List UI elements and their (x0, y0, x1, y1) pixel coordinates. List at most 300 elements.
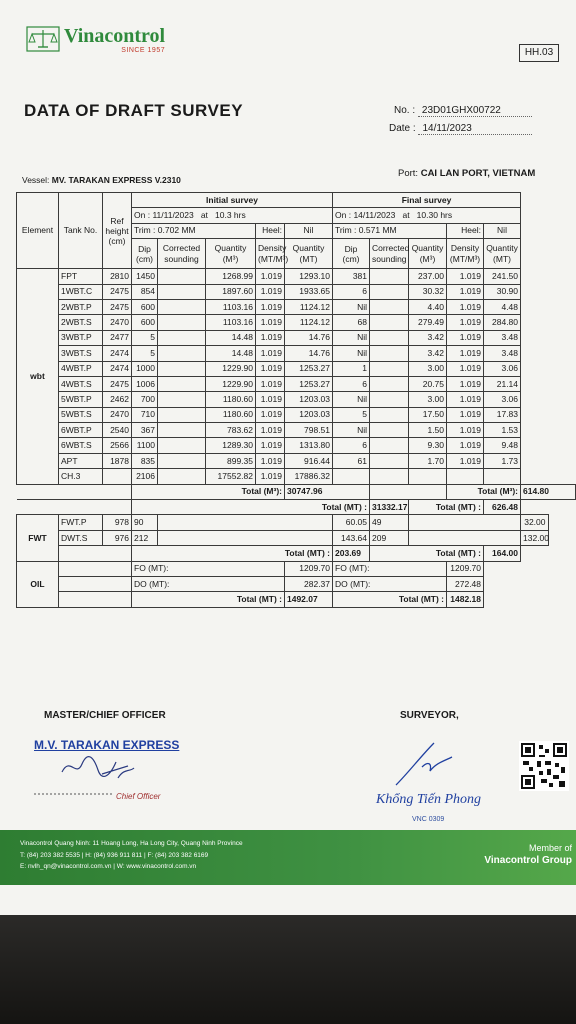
quantity-mt-label: Quantity (292, 242, 325, 253)
final-sounding-label: sounding (372, 253, 407, 264)
mt-cell: 17886.32 (285, 469, 333, 484)
table-row (17, 453, 576, 468)
final-density-label: Density (450, 242, 480, 253)
table-row (17, 330, 576, 345)
density-cell: 1.019 (256, 392, 285, 407)
fwt-final-mt-cell: 132.00 (521, 530, 548, 545)
dip-cell: 367 (132, 423, 158, 438)
mt-cell: 1933.65 (285, 284, 333, 299)
vessel-value: MV. TARAKAN EXPRESS V.2310 (51, 175, 181, 185)
oil-total-row (17, 592, 576, 607)
tank-cell: 6WBT.S (59, 438, 103, 453)
mt-cell: 1253.27 (285, 361, 333, 376)
qty-cell: 14.48 (206, 330, 256, 345)
master-label: MASTER/CHIEF OFFICER (44, 710, 166, 721)
brand-since: SINCE 1957 (121, 47, 166, 54)
do-initial: 282.37 (285, 576, 333, 591)
port-value: CAI LAN PORT, VIETNAM (420, 168, 536, 179)
final-mt-cell: 21.14 (484, 376, 521, 391)
tank-cell: 5WBT.S (59, 407, 103, 422)
ref-cell: 2566 (103, 438, 132, 453)
final-qty-cell: 279.49 (409, 315, 447, 330)
qty-cell: 1229.90 (206, 376, 256, 391)
sounding-cell (158, 438, 206, 453)
dip-cell: 1006 (132, 376, 158, 391)
chief-officer-stamp: Chief Officer (116, 792, 161, 801)
final-mt-cell: 9.48 (484, 438, 521, 453)
density-cell: 1.019 (256, 346, 285, 361)
dip-cell: 1450 (132, 269, 158, 284)
final-mt-cell: 4.48 (484, 299, 521, 314)
qty-cell: 899.35 (206, 453, 256, 468)
qty-cell: 1180.60 (206, 407, 256, 422)
dip-cell: 1100 (132, 438, 158, 453)
master-signature (58, 752, 138, 782)
element-wbt: wbt (17, 269, 59, 484)
fo-label-final: FO (MT): (333, 561, 447, 576)
density-cell: 1.019 (256, 423, 285, 438)
sounding-cell (158, 361, 206, 376)
fwt-row (17, 515, 576, 530)
col-final-quantity-mt (484, 239, 521, 269)
ref-cell: 2475 (103, 299, 132, 314)
sounding-cell (158, 299, 206, 314)
corrected-label: Corrected (162, 242, 201, 253)
table-row (17, 299, 576, 314)
initial-trim-label: Trim : (134, 225, 156, 236)
final-heel-value: Nil (484, 223, 521, 238)
tank-cell: 1WBT.C (59, 284, 103, 299)
col-final-density (447, 239, 484, 269)
background-shadow (0, 915, 576, 1024)
total-mt-label: Total (MT) : (132, 500, 370, 515)
final-mt-cell: 3.48 (484, 330, 521, 345)
final-mtm3-label: (MT/M³) (449, 253, 481, 264)
sounding-cell (158, 284, 206, 299)
tank-cell: CH.3 (59, 469, 103, 484)
density-cell: 1.019 (256, 330, 285, 345)
final-qty-cell: 4.40 (409, 299, 447, 314)
fo-initial: 1209.70 (285, 561, 333, 576)
mtm3-label: (MT/M³) (258, 253, 289, 264)
total-m3-label-final: Total (M³): (447, 484, 521, 499)
final-density-cell: 1.019 (447, 315, 484, 330)
col-tank: Tank No. (59, 193, 103, 269)
final-density-cell: 1.019 (447, 299, 484, 314)
initial-heel-value: Nil (285, 223, 333, 238)
density-cell: 1.019 (256, 269, 285, 284)
final-dip-cell: 381 (333, 269, 370, 284)
final-mt-cell (484, 469, 521, 484)
final-dip-cell: Nil (333, 346, 370, 361)
total-mt-final: 626.48 (484, 500, 521, 515)
qty-cell: 1268.99 (206, 269, 256, 284)
fwt-row (17, 530, 576, 545)
mt-cell: 1124.12 (285, 315, 333, 330)
no-value: 23D01GHX00722 (418, 105, 532, 117)
dip-cell: 5 (132, 346, 158, 361)
final-qty-cell: 30.32 (409, 284, 447, 299)
port-line (398, 168, 535, 179)
tank-cell: 4WBT.S (59, 376, 103, 391)
table-row (17, 376, 576, 391)
final-corrected-label: Corrected (372, 242, 410, 253)
final-quantity-label: Quantity (411, 242, 444, 253)
qty-cell: 17552.82 (206, 469, 256, 484)
total-mt-label-final: Total (MT) : (409, 500, 484, 515)
fwt-dip-cell: 212 (132, 530, 158, 545)
total-m3-final: 614.80 (521, 484, 576, 499)
final-density-cell: 1.019 (447, 438, 484, 453)
final-dip-cell (333, 469, 370, 484)
final-density-cell: 1.019 (447, 407, 484, 422)
fwt-total-label: Total (MT) : (132, 546, 333, 561)
fwt-dip-cell: 90 (132, 515, 158, 530)
col-final-quantity-m3 (409, 239, 447, 269)
fwt-tank-cell: FWT.P (59, 515, 103, 530)
final-at: at (402, 210, 410, 221)
mt-cell: 1203.03 (285, 392, 333, 407)
do-label: DO (MT): (132, 576, 285, 591)
final-mt-cell: 3.06 (484, 392, 521, 407)
col-dip: Dip (cm) (132, 239, 158, 269)
date-label: Date : (389, 123, 416, 134)
final-density-cell: 1.019 (447, 392, 484, 407)
density-cell: 1.019 (256, 407, 285, 422)
final-qty-cell: 9.30 (409, 438, 447, 453)
final-heel-label: Heel: (447, 223, 484, 238)
final-sounding-cell (370, 315, 409, 330)
final-qty-cell: 17.50 (409, 407, 447, 422)
oil-total-label: Total (MT) : (132, 592, 285, 607)
table-row (17, 392, 576, 407)
dip-cell: 710 (132, 407, 158, 422)
final-on-label: On : (335, 210, 352, 221)
col-corrected-sounding (158, 239, 206, 269)
mt-cell: 14.76 (285, 330, 333, 345)
final-sounding-cell (370, 376, 409, 391)
tank-cell: APT (59, 453, 103, 468)
final-sounding-cell (370, 438, 409, 453)
final-density-cell: 1.019 (447, 361, 484, 376)
tank-cell: FPT (59, 269, 103, 284)
sounding-cell (158, 392, 206, 407)
final-dip-cell: 68 (333, 315, 370, 330)
vessel-label: Vessel: (22, 175, 50, 185)
dip-cell: 700 (132, 392, 158, 407)
table-row (17, 438, 576, 453)
fwt-total-label-final: Total (MT) : (370, 546, 484, 561)
dip-cell: 1000 (132, 361, 158, 376)
final-sounding-cell (370, 392, 409, 407)
element-fwt: FWT (17, 515, 59, 561)
final-qty-cell: 3.00 (409, 392, 447, 407)
mt-cell: 1124.12 (285, 299, 333, 314)
ref-cell: 2540 (103, 423, 132, 438)
final-qty-cell (409, 469, 447, 484)
fwt-final-dip-cell: 49 (370, 515, 409, 530)
final-density-cell: 1.019 (447, 269, 484, 284)
ref-cell: 1878 (103, 453, 132, 468)
final-trim-value: 0.571 (358, 225, 381, 236)
final-dip-cell: Nil (333, 299, 370, 314)
qty-cell: 1289.30 (206, 438, 256, 453)
final-mt-cell: 17.83 (484, 407, 521, 422)
density-label: Density (258, 242, 287, 253)
sounding-cell (158, 330, 206, 345)
density-cell: 1.019 (256, 284, 285, 299)
col-ref-height: Ref height (cm) (103, 193, 132, 269)
final-mt-cell: 3.06 (484, 361, 521, 376)
final-density-cell: 1.019 (447, 376, 484, 391)
quantity-label: Quantity (214, 242, 247, 253)
final-density-cell: 1.019 (447, 423, 484, 438)
table-row (17, 315, 576, 330)
element-oil: OIL (17, 561, 59, 607)
final-sounding-cell (370, 407, 409, 422)
final-sounding-cell (370, 453, 409, 468)
density-cell: 1.019 (256, 299, 285, 314)
col-density (256, 239, 289, 269)
vessel-stamp: M.V. TARAKAN EXPRESS (34, 738, 180, 752)
initial-hrs: hrs (233, 210, 246, 221)
ref-cell: 2470 (103, 315, 132, 330)
footer-member: Member of (528, 843, 572, 853)
qty-cell: 783.62 (206, 423, 256, 438)
fwt-ref-cell: 978 (103, 515, 132, 530)
tank-cell: 5WBT.P (59, 392, 103, 407)
sounding-cell (158, 423, 206, 438)
tank-cell: 6WBT.P (59, 423, 103, 438)
dip-cell: 2106 (132, 469, 158, 484)
final-dip-cell: 1 (333, 361, 370, 376)
m3-label: (M³) (222, 253, 239, 264)
mt-cell: 1313.80 (285, 438, 333, 453)
initial-trim (132, 223, 256, 238)
mt-cell: 916.44 (285, 453, 333, 468)
final-dip-cell: 61 (333, 453, 370, 468)
page-title: DATA OF DRAFT SURVEY (24, 101, 244, 120)
final-mt-label: (MT) (493, 253, 511, 264)
density-cell: 1.019 (256, 315, 285, 330)
surveyor-code: VNC 0309 (412, 816, 445, 823)
density-cell: 1.019 (256, 376, 285, 391)
final-trim-label: Trim : (335, 225, 357, 236)
col-final-dip: Dip (cm) (333, 239, 370, 269)
qty-cell: 1229.90 (206, 361, 256, 376)
ref-cell: 2477 (103, 330, 132, 345)
table-row (17, 407, 576, 422)
mt-cell: 1253.27 (285, 376, 333, 391)
fwt-mt-cell: 60.05 (333, 515, 370, 530)
port-label: Port: (398, 168, 419, 179)
col-final-corrected-sounding (370, 239, 409, 269)
table-row (17, 423, 576, 438)
scales-logo-icon (26, 26, 60, 52)
final-date: 14/11/2023 (353, 210, 396, 221)
col-quantity-m3 (206, 239, 256, 269)
initial-date: 11/11/2023 (152, 210, 194, 221)
total-m3-initial: 30747.96 (285, 484, 370, 499)
oil-total-final: 1482.18 (447, 592, 484, 607)
qty-cell: 1180.60 (206, 392, 256, 407)
density-cell: 1.019 (256, 438, 285, 453)
report-number (394, 105, 532, 117)
qr-code-icon (519, 741, 569, 791)
fwt-total-row (17, 546, 576, 561)
final-trim (333, 223, 447, 238)
final-density-cell: 1.019 (447, 330, 484, 345)
fwt-total-final: 164.00 (484, 546, 521, 561)
final-mt-cell: 241.50 (484, 269, 521, 284)
final-sounding-cell (370, 269, 409, 284)
final-qty-cell: 3.00 (409, 361, 447, 376)
dotted-line (34, 790, 114, 798)
vinacontrol-logo (26, 26, 165, 54)
initial-trim-unit: MM (181, 225, 196, 236)
surveyor-name: Khổng Tiến Phong (376, 792, 482, 807)
final-sounding-cell (370, 361, 409, 376)
total-mt-initial: 31332.17 (370, 500, 409, 515)
final-mt-cell: 284.80 (484, 315, 521, 330)
final-sounding-cell (370, 330, 409, 345)
do-final: 272.48 (447, 576, 484, 591)
oil-fo-row (17, 561, 576, 576)
brand-name: Vinacontrol (64, 25, 166, 47)
table-row (17, 269, 576, 284)
final-mt-cell: 1.53 (484, 423, 521, 438)
tank-cell: 3WBT.S (59, 346, 103, 361)
final-qty-cell: 237.00 (409, 269, 447, 284)
dip-cell: 854 (132, 284, 158, 299)
final-density-cell (447, 469, 484, 484)
oil-total-label-final: Total (MT) : (333, 592, 447, 607)
table-row (17, 469, 576, 484)
total-m3-row (17, 484, 576, 499)
final-survey-title: Final survey (333, 193, 521, 208)
fwt-final-dip-cell: 209 (370, 530, 409, 545)
sounding-cell (158, 346, 206, 361)
final-qty-cell: 3.42 (409, 330, 447, 345)
density-cell: 1.019 (256, 361, 285, 376)
final-qty-cell: 1.50 (409, 423, 447, 438)
footer-contact: E: nvlh_qn@vinacontrol.com.vn | W: www.vinacontrol.com.vn (20, 863, 197, 870)
mt-cell: 1203.03 (285, 407, 333, 422)
initial-on-label: On : (134, 210, 151, 221)
final-dip-cell: Nil (333, 423, 370, 438)
col-quantity-mt (285, 239, 333, 269)
initial-heel-label: Heel: (256, 223, 285, 238)
qty-cell: 1103.16 (206, 315, 256, 330)
fo-final: 1209.70 (447, 561, 484, 576)
final-m3-label: (M³) (419, 253, 436, 264)
sounding-label: sounding (164, 253, 199, 264)
final-quantity-mt-label: Quantity (486, 242, 518, 253)
oil-total-initial: 1492.07 (285, 592, 333, 607)
final-dip-cell: 6 (333, 438, 370, 453)
mt-cell: 798.51 (285, 423, 333, 438)
final-time: 10.30 (416, 210, 438, 221)
table-row (17, 346, 576, 361)
final-mt-cell: 30.90 (484, 284, 521, 299)
sounding-cell (158, 407, 206, 422)
report-date (389, 123, 532, 135)
footer-group: Vinacontrol Group (484, 855, 572, 866)
qty-cell: 14.48 (206, 346, 256, 361)
total-m3-label: Total (M³): (132, 484, 285, 499)
initial-trim-value: 0.702 (157, 225, 180, 236)
initial-datetime (132, 208, 333, 223)
fwt-mt-cell: 143.64 (333, 530, 370, 545)
sounding-cell (158, 376, 206, 391)
final-mt-cell: 3.48 (484, 346, 521, 361)
final-dip-cell: Nil (333, 392, 370, 407)
final-sounding-cell (370, 284, 409, 299)
col-element: Element (17, 193, 59, 269)
initial-at: at (200, 210, 208, 221)
surveyor-signature (392, 737, 456, 789)
final-density-cell: 1.019 (447, 453, 484, 468)
ref-cell: 2475 (103, 284, 132, 299)
tank-cell: 2WBT.S (59, 315, 103, 330)
mt-label: (MT) (299, 253, 318, 264)
fwt-ref-cell: 976 (103, 530, 132, 545)
sounding-cell (158, 453, 206, 468)
fwt-total-initial: 203.69 (333, 546, 370, 561)
table-row (17, 361, 576, 376)
dip-cell: 835 (132, 453, 158, 468)
final-datetime (333, 208, 521, 223)
final-dip-cell: Nil (333, 330, 370, 345)
final-sounding-cell (370, 423, 409, 438)
dip-cell: 600 (132, 299, 158, 314)
density-cell: 1.019 (256, 453, 285, 468)
ref-cell: 2810 (103, 269, 132, 284)
no-label: No. : (394, 105, 416, 116)
final-density-cell: 1.019 (447, 346, 484, 361)
vessel-line (22, 175, 181, 185)
final-qty-cell: 1.70 (409, 453, 447, 468)
ref-cell: 2474 (103, 361, 132, 376)
ref-cell: 2475 (103, 376, 132, 391)
initial-survey-title: Initial survey (132, 193, 333, 208)
final-dip-cell: 6 (333, 284, 370, 299)
final-sounding-cell (370, 346, 409, 361)
sounding-cell (158, 269, 206, 284)
oil-do-row (17, 576, 576, 591)
form-code: HH.03 (519, 44, 559, 62)
footer-address: Vinacontrol Quang Ninh: 11 Hoang Long, Ha Long City, Quang Ninh Province (20, 840, 243, 847)
do-label-final: DO (MT): (333, 576, 447, 591)
fo-label: FO (MT): (132, 561, 285, 576)
sounding-cell (158, 469, 206, 484)
fwt-final-mt-cell: 32.00 (521, 515, 548, 530)
final-sounding-cell (370, 299, 409, 314)
qty-cell: 1103.16 (206, 299, 256, 314)
qty-cell: 1897.60 (206, 284, 256, 299)
tank-cell: 4WBT.P (59, 361, 103, 376)
ref-cell: 2470 (103, 407, 132, 422)
mt-cell: 14.76 (285, 346, 333, 361)
final-qty-cell: 20.75 (409, 376, 447, 391)
date-value: 14/11/2023 (418, 123, 532, 135)
tank-cell: 2WBT.P (59, 299, 103, 314)
footer-band (0, 830, 576, 885)
dip-cell: 5 (132, 330, 158, 345)
final-qty-cell: 3.42 (409, 346, 447, 361)
final-trim-unit: MM (382, 225, 397, 236)
surveyor-label: SURVEYOR, (400, 710, 459, 721)
